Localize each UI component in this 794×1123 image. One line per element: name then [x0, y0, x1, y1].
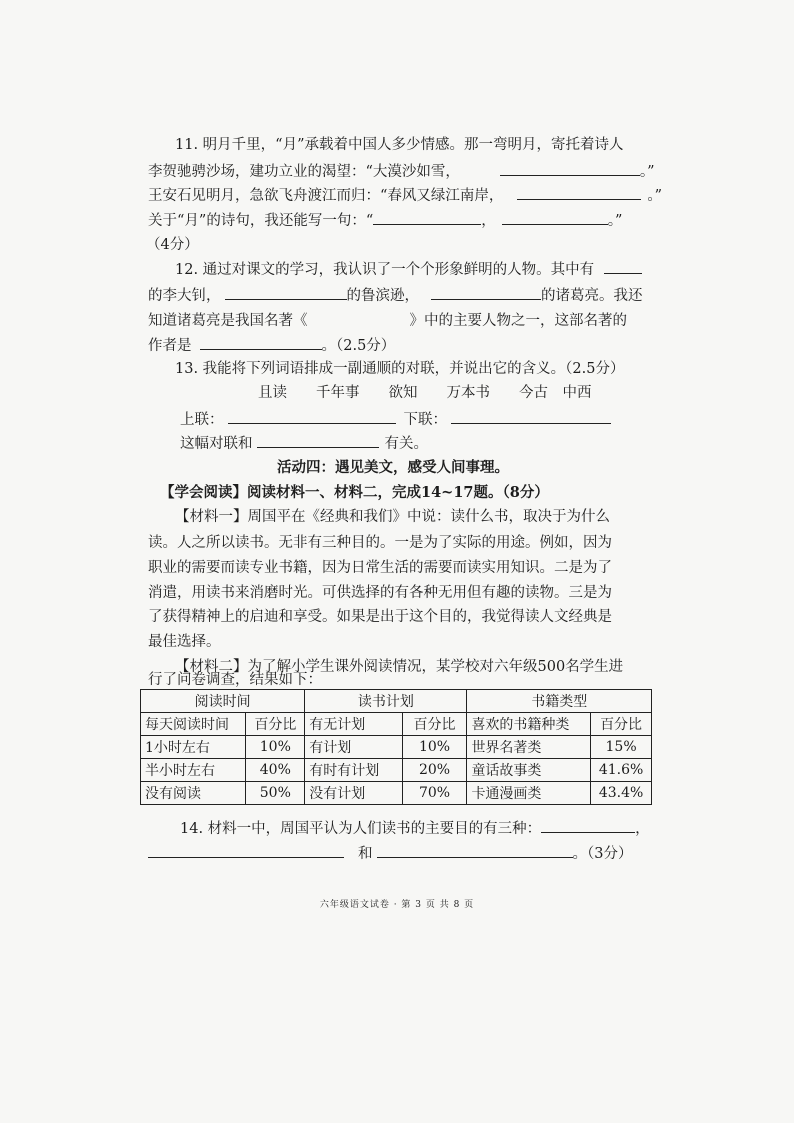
- table-cell: 世界名著类: [467, 736, 591, 759]
- table-cell: 没有计划: [305, 782, 402, 805]
- table-group-header: 读书计划: [305, 690, 467, 713]
- table-cell: 20%: [402, 759, 467, 782]
- table-row: [141, 759, 652, 782]
- q14-blank-1[interactable]: [541, 818, 635, 833]
- q12-line-1-text: 12. 通过对课文的学习，我认识了一个个形象鲜明的人物。其中有: [175, 262, 595, 278]
- table-cell: 10%: [246, 736, 305, 759]
- q13-lower-label: 下联：: [403, 412, 447, 428]
- table-group-header: 阅读时间: [141, 690, 305, 713]
- page-footer: 六年级语文试卷 · 第 3 页 共 8 页: [319, 900, 475, 910]
- table-header-row: [141, 713, 652, 736]
- q11-line-2-text: 李贺驰骋沙场，建功立业的渴望：“大漠沙如雪，: [148, 164, 460, 180]
- q12-line-4-b: 。（2.5分）: [321, 338, 396, 354]
- table-header: 有无计划: [305, 713, 402, 736]
- q14-comma: ，: [635, 821, 650, 837]
- q12-line-1: [175, 259, 642, 280]
- q11-line-4-text: 关于“月”的诗句，我还能写一句：“: [148, 213, 374, 229]
- q11-blank-1[interactable]: [500, 161, 640, 176]
- q11-score: （4分）: [146, 237, 199, 253]
- q13-about-a: 这幅对联和: [180, 436, 253, 452]
- q13-about-b: 有关。: [384, 436, 428, 452]
- table-cell: 41.6%: [591, 759, 652, 782]
- material-1-line: 最佳选择。: [148, 634, 221, 650]
- q12-line-2: [148, 285, 643, 306]
- table-header: 百分比: [246, 713, 305, 736]
- q11-line-3: [148, 185, 662, 206]
- q14-line-2: [148, 843, 632, 864]
- q13-couplet-line: [180, 409, 611, 430]
- q12-blank-2[interactable]: [225, 285, 347, 300]
- q11-line-4-comma: ，: [481, 213, 496, 229]
- q14-and: 和: [358, 846, 373, 862]
- material-2-line-1: 【材料二】为了解小学生课外阅读情况，某学校对六年级500名学生进: [175, 659, 624, 675]
- q12-blank-3[interactable]: [431, 285, 541, 300]
- material-1-line: 消遣，用读书来消磨时光。可供选择的有各种无用但有趣的读物。三是为: [148, 585, 612, 601]
- q12-blank-1[interactable]: [604, 259, 642, 274]
- q13-words: 且读 千年事 欲知 万本书 今古 中西: [258, 385, 592, 401]
- table-cell: 没有阅读: [141, 782, 246, 805]
- q12-blank-author[interactable]: [200, 335, 322, 350]
- table-cell: 半小时左右: [141, 759, 246, 782]
- q12-line-3: [148, 311, 627, 331]
- table-group-row: [141, 690, 652, 713]
- q12-line-4-a: 作者是: [148, 338, 192, 354]
- q13-about-blank[interactable]: [257, 433, 379, 448]
- reading-intro: 【学会阅读】阅读材料一、材料二，完成14~17题。（8分）: [160, 484, 549, 501]
- material-1-line: 职业的需要而读专业书籍，因为日常生活的需要而读实用知识。二是为了: [148, 560, 612, 576]
- q12-line-3-b: 》中的主要人物之一，这部名著的: [409, 313, 627, 329]
- table-cell: 70%: [402, 782, 467, 805]
- table-group-header: 书籍类型: [467, 690, 652, 713]
- q11-line-2-end: 。”: [639, 164, 655, 180]
- table-cell: 43.4%: [591, 782, 652, 805]
- q12-line-4: [148, 335, 395, 356]
- material-2-line-2: 行了问卷调查，结果如下：: [148, 672, 322, 688]
- table-row: [141, 782, 652, 805]
- table-cell: 卡通漫画类: [467, 782, 591, 805]
- table-cell: 50%: [246, 782, 305, 805]
- material-1-line: 读。人之所以读书。无非有三种目的。一是为了实际的用途。例如，因为: [148, 535, 612, 551]
- table-cell: 15%: [591, 736, 652, 759]
- table-header: 喜欢的书籍种类: [467, 713, 591, 736]
- q14-blank-2[interactable]: [148, 843, 344, 858]
- q12-line-2-b: 的鲁滨逊，: [346, 288, 419, 304]
- q13-lower-blank[interactable]: [451, 409, 611, 424]
- q14-blank-3[interactable]: [377, 843, 573, 858]
- table-header: 百分比: [402, 713, 467, 736]
- q11-blank-2[interactable]: [517, 185, 641, 200]
- q11-line-1: 11. 明月千里，“月”承载着中国人多少情感。那一弯明月，寄托着诗人: [175, 137, 624, 153]
- q12-line-2-a: 的李大钊，: [148, 288, 221, 304]
- q14-line-1: [180, 818, 650, 839]
- q11-line-3-end: 。”: [647, 188, 663, 204]
- q11-blank-3[interactable]: [373, 210, 481, 225]
- table-cell: 1小时左右: [141, 736, 246, 759]
- q11-line-3-text: 王安石见明月，急欲飞舟渡江而归：“春风又绿江南岸，: [148, 188, 504, 204]
- material-1-line: 【材料一】周国平在《经典和我们》中说：读什么书，取决于为什么: [175, 509, 610, 525]
- table-cell: 有时有计划: [305, 759, 402, 782]
- table-row: [141, 736, 652, 759]
- table-cell: 40%: [246, 759, 305, 782]
- q13-upper-label: 上联：: [180, 412, 224, 428]
- q13-about-line: [180, 433, 428, 454]
- q13-upper-blank[interactable]: [228, 409, 396, 424]
- table-cell: 10%: [402, 736, 467, 759]
- q14-end: 。（3分）: [572, 846, 633, 862]
- table-header: 百分比: [591, 713, 652, 736]
- q11-line-4-end: 。”: [607, 213, 623, 229]
- q13-line-1: 13. 我能将下列词语排成一副通顺的对联，并说出它的含义。（2.5分）: [175, 361, 625, 377]
- q11-line-4: [148, 210, 622, 231]
- q12-line-2-c: 的诸葛亮。我还: [541, 288, 643, 304]
- table-cell: 有计划: [305, 736, 402, 759]
- q14-line-1-text: 14. 材料一中，周国平认为人们读书的主要目的有三种：: [180, 821, 542, 837]
- q12-line-3-a: 知道诸葛亮是我国名著《: [148, 313, 308, 329]
- activity-4-heading: 活动四：遇见美文，感受人间事理。: [277, 459, 509, 476]
- table-header: 每天阅读时间: [141, 713, 246, 736]
- q11-line-2: [148, 161, 655, 182]
- q11-blank-4[interactable]: [502, 210, 608, 225]
- table-cell: 童话故事类: [467, 759, 591, 782]
- survey-table: [140, 689, 652, 805]
- material-1-line: 了获得精神上的启迪和享受。如果是出于这个目的，我觉得读人文经典是: [148, 609, 612, 625]
